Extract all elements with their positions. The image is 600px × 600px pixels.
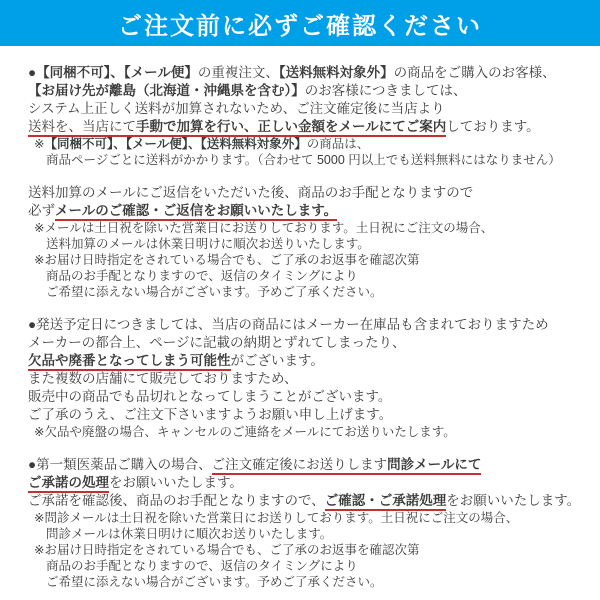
text-line: [28, 388, 594, 406]
text-run: 送料加算のメールは休業日明けに順次お送りいたします。: [46, 237, 370, 251]
text-run: ※問診メールは土日祝を除いた営業日にお送りしております。土日祝にご注文の場合、: [34, 511, 519, 525]
text-line: [28, 284, 594, 300]
text-run: の商品は、: [306, 137, 370, 151]
text-line: [28, 100, 594, 118]
text-line: [28, 492, 594, 510]
text-line: [28, 574, 594, 590]
text-line: [28, 526, 594, 542]
text-run: ●第一類医薬品ご購入の場合、: [28, 457, 212, 472]
text-line: [28, 370, 594, 388]
text-run: ※欠品や廃盤の場合、キャンセルのご連絡をメールにてお送りいたします。: [34, 425, 456, 439]
highlighted-text-run: 問診メールにて: [387, 457, 481, 475]
highlighted-text-run: 手動で加算を行い、正しい金額をメールにてご案内: [136, 119, 446, 137]
text-run: のお客様につきましては、: [304, 83, 467, 98]
text-line: [28, 184, 594, 202]
text-line: [28, 236, 594, 252]
text-line: [28, 474, 594, 492]
text-run: をお願いいたします。: [109, 475, 243, 490]
text-run: システム上正しく送料が加算されないため、ご注文確定後に当店より: [28, 101, 445, 116]
text-line: [28, 118, 594, 136]
text-line: [28, 334, 594, 352]
text-run: ※お届け日時指定をされている場合でも、ご了承のお返事を確認次第: [34, 543, 420, 557]
text-line: [28, 252, 594, 268]
text-run: ●発送予定日につきましては、当店の商品にはメーカー在庫品も含まれておりますため: [28, 317, 549, 332]
text-line: [28, 456, 594, 474]
text-run: 【お届け先が離島（北海道・沖縄県を含む）】: [28, 83, 305, 98]
text-line: [28, 202, 594, 220]
notice-body: [0, 46, 600, 590]
text-run: 送料加算のメールにご返信をいただいた後、商品のお手配となりますので: [28, 185, 474, 200]
text-run: がございます。: [230, 353, 324, 368]
text-run: 問診メールは休業日明けに順次お送りいたします。: [46, 527, 333, 541]
notice-section: [28, 64, 594, 168]
text-run: をお願いいたします。: [446, 493, 581, 508]
text-run: ※メールは土日祝を除いた営業日にお送りしております。土日祝にご注文の場合、: [34, 221, 494, 235]
text-line: [28, 542, 594, 558]
text-run: 【送料無料対象外】: [278, 65, 394, 80]
text-line: [28, 82, 594, 100]
notice-section: [28, 184, 594, 300]
highlighted-text-run: ご注文確定後にお送りします: [212, 457, 388, 475]
notice-section: [28, 456, 594, 590]
notice-header: [0, 0, 600, 46]
text-run: 商品のお手配となりますので、返信のタイミングにより: [46, 269, 358, 283]
text-line: [28, 424, 594, 440]
text-run: 販売中の商品でも品切れとなってしまうことがございます。: [28, 389, 392, 404]
highlighted-text-run: ご承諾の処理: [28, 475, 109, 493]
text-line: [28, 352, 594, 370]
text-run: ※お届け日時指定をされている場合でも、ご了承のお返事を確認次第: [34, 253, 420, 267]
text-run: 【同梱不可】、【メール便】: [36, 65, 198, 80]
text-run: ご希望に添えない場合がございます。予めご了承ください。: [46, 285, 383, 299]
text-run: ●: [28, 65, 37, 80]
highlighted-text-run: メールのご確認・ご返信をお願いいたします。: [55, 203, 337, 221]
text-run: また複数の店舗にて販売しておりますため、: [28, 371, 298, 386]
text-run: 商品のお手配となりますので、返信のタイミングにより: [46, 559, 358, 573]
text-run: 【同梱不可】、【メール便】、【送料無料対象外】: [44, 137, 307, 151]
text-run: 商品ページごとに送料がかかります。（合わせて 5000 円以上でも送料無料にはなりません）: [46, 153, 561, 167]
text-run: ご希望に添えない場合がございます。予めご了承ください。: [46, 575, 383, 589]
text-line: [28, 268, 594, 284]
text-line: [28, 152, 594, 168]
highlighted-text-run: 送料を、当店にて: [28, 119, 136, 137]
text-run: 必ず: [28, 203, 55, 218]
notice-title: ご注文前に必ずご確認ください: [118, 12, 482, 40]
text-line: [28, 558, 594, 574]
text-run: ご了承のうえ、ご注文下さいますようお願い申し上げます。: [28, 407, 393, 422]
text-line: [28, 510, 594, 526]
text-line: [28, 64, 594, 82]
text-run: しております。: [446, 119, 540, 134]
highlighted-text-run: ご確認・ご承諾処理: [325, 493, 447, 511]
text-run: ※: [34, 137, 45, 151]
text-line: [28, 220, 594, 236]
text-line: [28, 136, 594, 152]
text-run: の商品をご購入のお客様、: [393, 65, 556, 80]
text-run: ご承諾を確認後、商品のお手配となりますので、: [28, 493, 325, 508]
highlighted-text-run: 欠品や廃番となってしまう可能性: [28, 353, 231, 371]
text-run: メーカーの都合上、ページに記載の納期とずれてしまったり、: [28, 335, 406, 350]
text-run: の重複注文、: [197, 65, 279, 80]
text-line: [28, 406, 594, 424]
text-line: [28, 316, 594, 334]
notice-section: [28, 316, 594, 440]
